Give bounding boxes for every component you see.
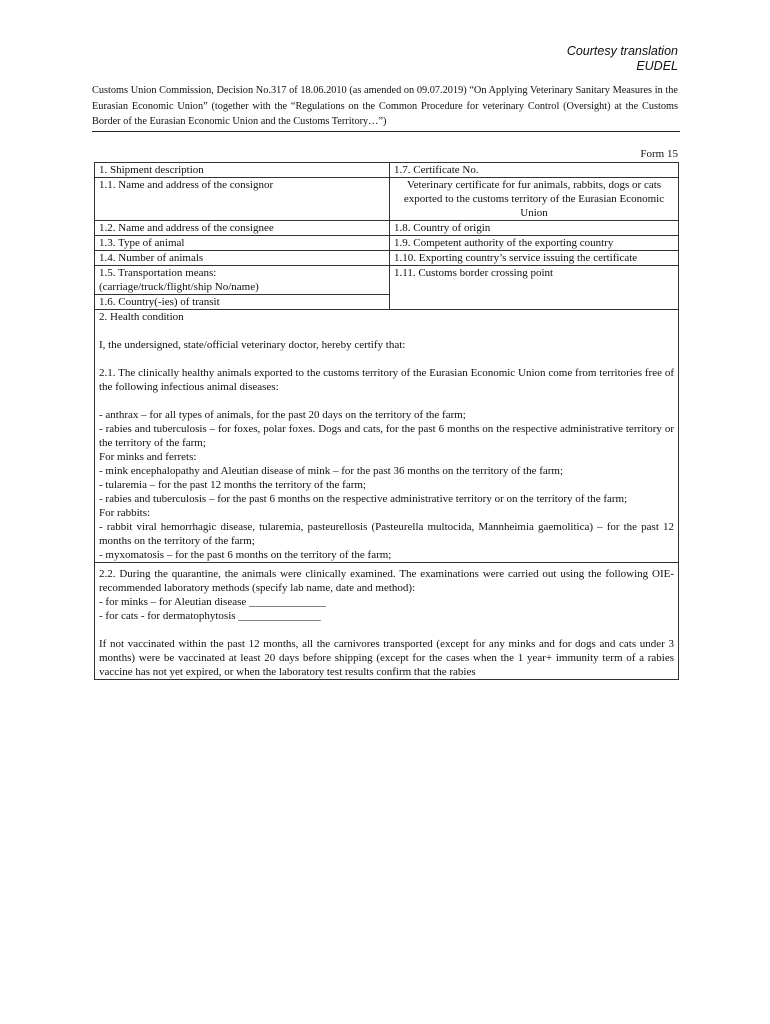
certificate-title: Veterinary certificate for fur animals, rabbits, dogs or cats exported to the customs territory of the Eurasian Economic Union (390, 178, 679, 221)
clause-2-2: 2.2. During the quarantine, the animals were clinically examined. The examinations were carried out using the following OIE-recommended laboratory methods (specify lab name, date and method): (99, 568, 674, 594)
transport-label: 1.5. Transportation means: (99, 267, 217, 279)
courtesy-line: Courtesy translation (566, 44, 678, 58)
form-number: Form 15 (640, 148, 678, 160)
vaccination-clause: If not vaccinated within the past 12 months, all the carnivores transported (except for any minks and for dogs and cats under 3 months) were be vaccinated at least 20 days before shipping (except for the cases when the 1 year+ immunity term of a rabies vaccine has not yet expired, or when the laboratory test results confirm that the rabies (99, 638, 674, 678)
courtesy-note (567, 44, 678, 74)
field-transportation-means (95, 266, 390, 295)
quarantine-section (95, 563, 679, 680)
courtesy-org: EUDEL (636, 59, 678, 73)
field-number-of-animals: 1.4. Number of animals (95, 251, 390, 266)
certify-statement: I, the undersigned, state/official veterinary doctor, hereby certify that: (99, 339, 406, 351)
disease-item: - myxomatosis – for the past 6 months on the territory of the farm; (99, 549, 392, 561)
lab-method-minks: - for minks – for Aleutian disease ______________ (99, 596, 326, 608)
field-type-of-animal: 1.3. Type of animal (95, 236, 390, 251)
subheading-rabbits: For rabbits: (99, 507, 151, 519)
subheading-minks: For minks and ferrets: (99, 451, 197, 463)
disease-item: - anthrax – for all types of animals, for the past 20 days on the territory of the farm; (99, 409, 466, 421)
field-consignee: 1.2. Name and address of the consignee (95, 221, 390, 236)
field-border-crossing: 1.11. Customs border crossing point (390, 266, 679, 310)
section-title: 2. Health condition (99, 311, 184, 323)
certificate-form (94, 162, 679, 680)
field-certificate-no: 1.7. Certificate No. (390, 163, 679, 178)
clause-2-1: 2.1. The clinically healthy animals exported to the customs territory of the Eurasian Economic Union come from territories free of the following infectious animal diseases: (99, 367, 674, 393)
disease-item: - rabies and tuberculosis – for foxes, polar foxes. Dogs and cats, for the past 6 months on the respective administrative territory or the territory of the farm; (99, 423, 674, 449)
field-shipment-description: 1. Shipment description (95, 163, 390, 178)
field-transit-countries: 1.6. Country(-ies) of transit (95, 295, 390, 310)
field-country-of-origin: 1.8. Country of origin (390, 221, 679, 236)
health-condition-section (95, 310, 679, 563)
field-consignor: 1.1. Name and address of the consignor (95, 178, 390, 221)
disease-item: - tularemia – for the past 12 months the territory of the farm; (99, 479, 366, 491)
disease-item: - rabbit viral hemorrhagic disease, tularemia, pasteurellosis (Pasteurella multocida, Mannheimia gaemolitica) – for the past 12 months on the territory of the farm; (99, 521, 674, 547)
disease-item: - rabies and tuberculosis – for the past 6 months on the respective administrative territory or on the territory of the farm; (99, 493, 628, 505)
lab-method-cats: - for cats - for dermatophytosis _______________ (99, 610, 321, 622)
disease-item: - mink encephalopathy and Aleutian disease of mink – for the past 36 months on the territory of the farm; (99, 465, 564, 477)
field-issuing-service: 1.10. Exporting country’s service issuing the certificate (390, 251, 679, 266)
field-competent-authority: 1.9. Competent authority of the exporting country (390, 236, 679, 251)
transport-hint: (carriage/truck/flight/ship No/name) (99, 281, 259, 293)
header-divider (92, 131, 680, 132)
decision-reference: Customs Union Commission, Decision No.317 of 18.06.2010 (as amended on 09.07.2019) “On Applying Veterinary Sanitary Measures in the Eurasian Economic Union” (together with the “Regulations on the Common Procedure for veterinary Control (Oversight) at the Customs Border of the Eurasian Economic Union and the Customs Territory…”) (92, 85, 678, 127)
